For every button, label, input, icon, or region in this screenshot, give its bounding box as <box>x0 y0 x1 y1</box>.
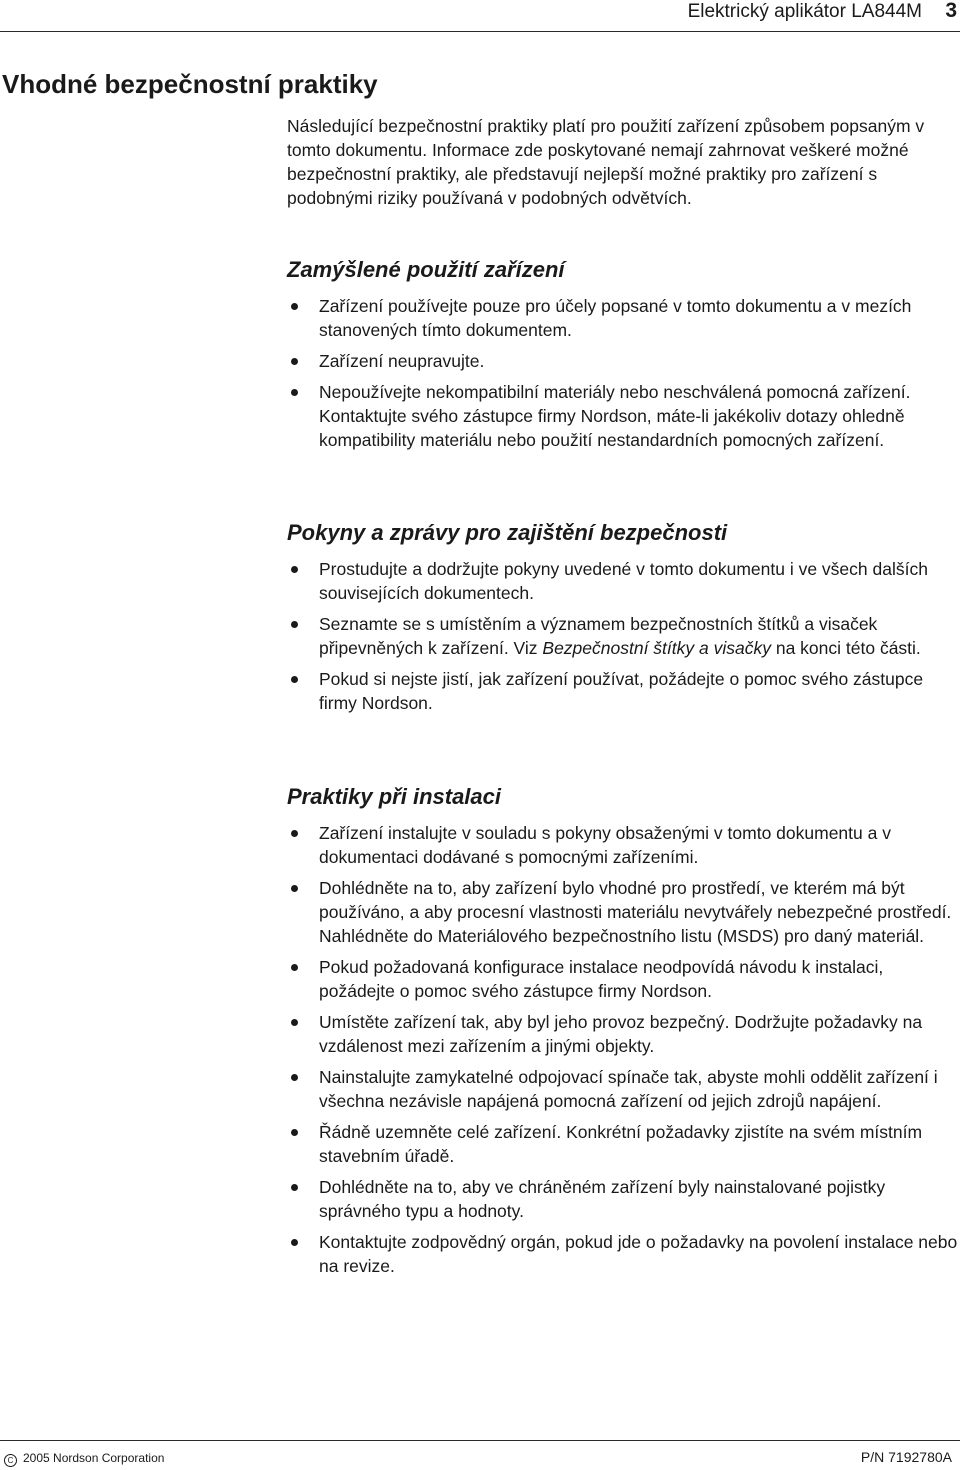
list-item-text: Kontaktujte zodpovědný orgán, pokud jde o požadavky na povolení instalace nebo na revize. <box>319 1232 958 1276</box>
cross-reference: Bezpečnostní štítky a visačky <box>542 638 771 658</box>
section-intended-use <box>287 256 959 459</box>
list-item <box>287 955 959 1003</box>
list-item <box>287 1120 959 1168</box>
bullet-icon <box>291 389 298 396</box>
bullet-icon <box>291 1129 298 1136</box>
copyright <box>4 1450 164 1467</box>
list-item-text: Seznamte se s umístěním a významem bezpečnostních štítků a visaček připevněných k zařízení. Viz <box>319 614 878 658</box>
bullet-list <box>287 294 959 452</box>
list-item <box>287 821 959 869</box>
list-item <box>287 667 959 715</box>
part-number: P/N 7192780A <box>860 1449 952 1465</box>
bullet-icon <box>291 1019 298 1026</box>
list-item-text: Dohlédněte na to, aby ve chráněném zařízení byly nainstalované pojistky správného typu a hodnoty. <box>319 1177 886 1221</box>
list-item <box>287 1175 959 1223</box>
intro-paragraph: Následující bezpečnostní praktiky platí pro použití zařízení způsobem popsaným v tomto dokumentu. Informace zde poskytované nemají zahrnovat veškeré možné bezpečnostní praktiky, ale představují nejlepší možné praktiky pro zařízení s podobnými riziky používaná v podobných odvětvích. <box>287 116 925 208</box>
list-item-text: Nepoužívejte nekompatibilní materiály nebo neschválená pomocná zařízení. Kontaktujte svého zástupce firmy Nordson, máte-li jakékoliv dotazy ohledně kompatibility materiálu nebo použití nestandardních pomocných zařízení. <box>319 382 911 450</box>
list-item <box>287 1010 959 1058</box>
list-item <box>287 876 959 948</box>
list-item-text: Řádně uzemněte celé zařízení. Konkrétní požadavky zjistíte na svém místním stavebním úřadě. <box>319 1122 923 1166</box>
list-item-text: Zařízení instalujte v souladu s pokyny obsaženými v tomto dokumentu a v dokumentaci dodávané s pomocnými zařízeními. <box>319 823 891 867</box>
bullet-icon <box>291 566 298 573</box>
bullet-icon <box>291 621 298 628</box>
copyright-text: 2005 Nordson Corporation <box>23 1451 165 1465</box>
bullet-icon <box>291 676 298 683</box>
list-item <box>287 557 959 605</box>
list-item-text: Pokud požadovaná konfigurace instalace neodpovídá návodu k instalaci, požádejte o pomoc svého zástupce firmy Nordson. <box>319 957 884 1001</box>
bullet-icon <box>291 303 298 310</box>
section-safety-instructions <box>287 519 959 722</box>
header-title: Elektrický aplikátor LA844M <box>687 1 922 22</box>
bullet-icon <box>291 830 298 837</box>
bullet-icon <box>291 885 298 892</box>
bullet-icon <box>291 1239 298 1246</box>
page-header <box>0 0 960 32</box>
list-item-text: Dohlédněte na to, aby zařízení bylo vhodné pro prostředí, ve kterém má být používáno, a aby procesní vlastnosti materiálu nevytvářely nebezpečné prostředí. Nahlédněte do Materiálového bezpečnostního listu (MSDS) pro daný materiál. <box>319 878 952 946</box>
copyright-icon: C <box>4 1454 17 1467</box>
section-heading: Praktiky při instalaci <box>287 784 501 809</box>
bullet-list <box>287 821 959 1278</box>
list-item-text: Umístěte zařízení tak, aby byl jeho provoz bezpečný. Dodržujte požadavky na vzdálenost mezi zařízením a jinými objekty. <box>319 1012 923 1056</box>
list-item-text: Prostudujte a dodržujte pokyny uvedené v tomto dokumentu i ve všech dalších souvisejících dokumentech. <box>319 559 928 603</box>
list-item <box>287 1065 959 1113</box>
section-installation-practices <box>287 783 959 1285</box>
section-heading: Pokyny a zprávy pro zajištění bezpečnosti <box>287 520 728 545</box>
main-title: Vhodné bezpečnostní praktiky <box>2 69 378 99</box>
list-item-text: Pokud si nejste jistí, jak zařízení používat, požádejte o pomoc svého zástupce firmy Nordson. <box>319 669 924 713</box>
list-item <box>287 294 959 342</box>
list-item <box>287 380 959 452</box>
bullet-icon <box>291 358 298 365</box>
list-item <box>287 349 959 373</box>
list-item <box>287 612 959 660</box>
list-item-text: Zařízení neupravujte. <box>319 351 485 371</box>
page-footer <box>0 1440 960 1470</box>
section-heading: Zamýšlené použití zařízení <box>287 257 565 282</box>
list-item-text: Zařízení používejte pouze pro účely popsané v tomto dokumentu a v mezích stanovených tímto dokumentem. <box>319 296 912 340</box>
page-number: 3 <box>945 0 957 22</box>
bullet-icon <box>291 964 298 971</box>
bullet-icon <box>291 1184 298 1191</box>
list-item <box>287 1230 959 1278</box>
list-item-text: Nainstalujte zamykatelné odpojovací spínače tak, abyste mohli oddělit zařízení i všechna nezávisle napájená pomocná zařízení od jejich zdrojů napájení. <box>319 1067 938 1111</box>
bullet-list <box>287 557 959 715</box>
bullet-icon <box>291 1074 298 1081</box>
list-item-text: na konci této části. <box>770 638 921 658</box>
